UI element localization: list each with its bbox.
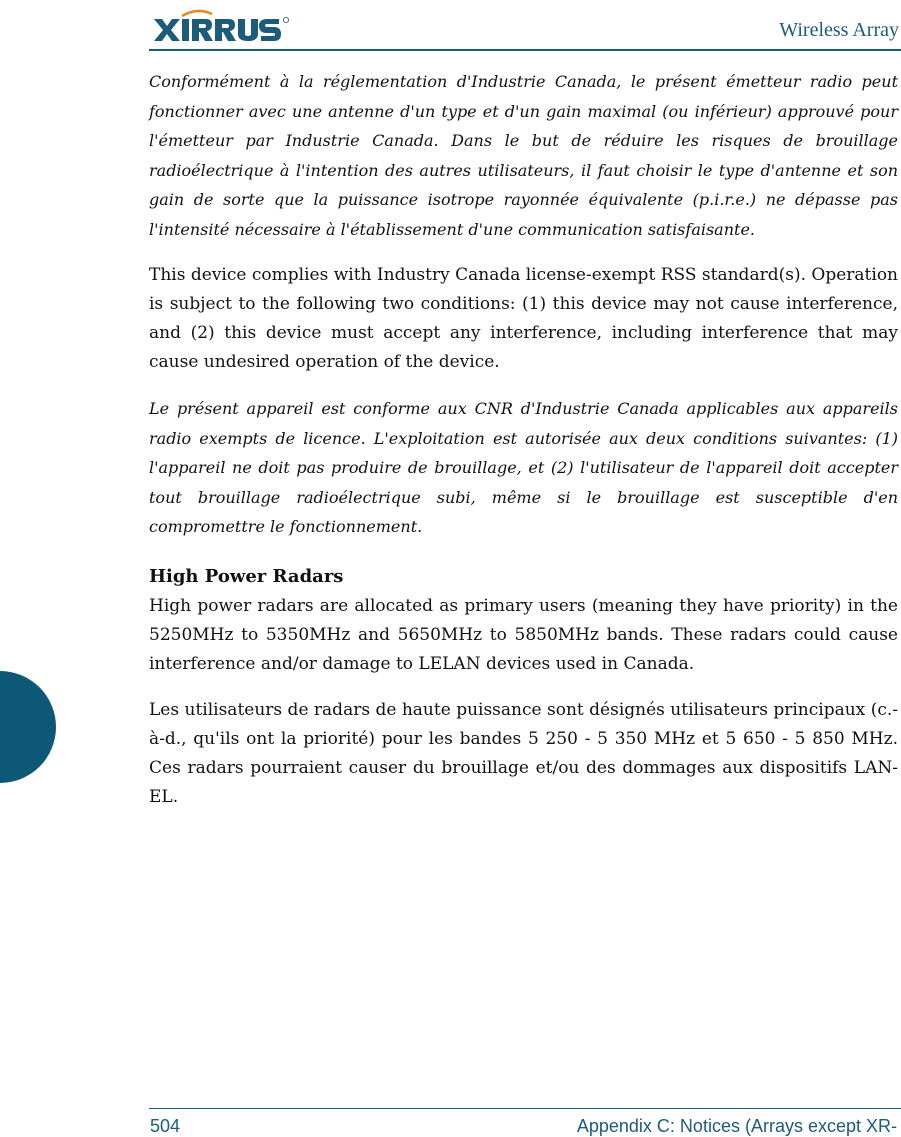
xirrus-logo	[152, 9, 304, 41]
paragraph-antenna-fr: Conformément à la réglementation d'Industrie Canada, le présent émetteur radio peut fonctionner avec une antenne d'un type et d'un gain maximal (ou inférieur) approuvé pour l'émetteur par Industrie Canada. Dans le but de réduire les risques de brouillage radioélectrique à l'intention des autres utilisateurs, il faut choisir le type d'antenne et son gain de sorte que la puissance isotrope rayonnée équivalente (p.i.r.e.) ne dépasse pas l'intensité nécessaire à l'établissement d'une communication satisfaisante.	[149, 72, 898, 239]
page-number: 504	[150, 1116, 181, 1136]
xirrus-logo-mark	[152, 9, 304, 41]
paragraph-radars-en: High power radars are allocated as primary users (meaning they have priority) in the 5250MHz to 5350MHz and 5650MHz to 5850MHz bands. These radars could cause interference and/or damage to LELAN devices used in Canada.	[149, 595, 898, 674]
chapter-side-tab	[0, 671, 56, 783]
footer-divider	[149, 1108, 901, 1109]
footer-section-title: Appendix C: Notices (Arrays except XR-	[576, 1116, 897, 1136]
header-divider	[149, 49, 901, 51]
paragraph-compliance-fr: Le présent appareil est conforme aux CNR d'Industrie Canada applicables aux appareils radio exempts de licence. L'exploitation est autorisée aux deux conditions suivantes: (1) l'appareil ne doit pas produire de brouillage, et (2) l'utilisateur de l'appareil doit accepter tout brouillage radioélectrique subi, même si le brouillage est susceptible d'en compromettre le fonctionnement.	[149, 399, 898, 536]
header-title: Wireless Array	[779, 19, 899, 41]
section-heading-radars: High Power Radars	[149, 565, 344, 587]
paragraph-radars-fr: Les utilisateurs de radars de haute puissance sont désignés utilisateurs principaux (c.-à-d., qu'ils ont la priorité) pour les bandes 5 250 - 5 350 MHz et 5 650 - 5 850 MHz. Ces radars pourraient causer du brouillage et/ou des dommages aux dispositifs LAN-EL.	[149, 699, 898, 807]
page-content	[149, 67, 898, 812]
paragraph-compliance-en: This device complies with Industry Canada license-exempt RSS standard(s). Operation is subject to the following two conditions: (1) this device may not cause interference, and (2) this device must accept any interference, including interference that may cause undesired operation of the device.	[149, 265, 898, 372]
